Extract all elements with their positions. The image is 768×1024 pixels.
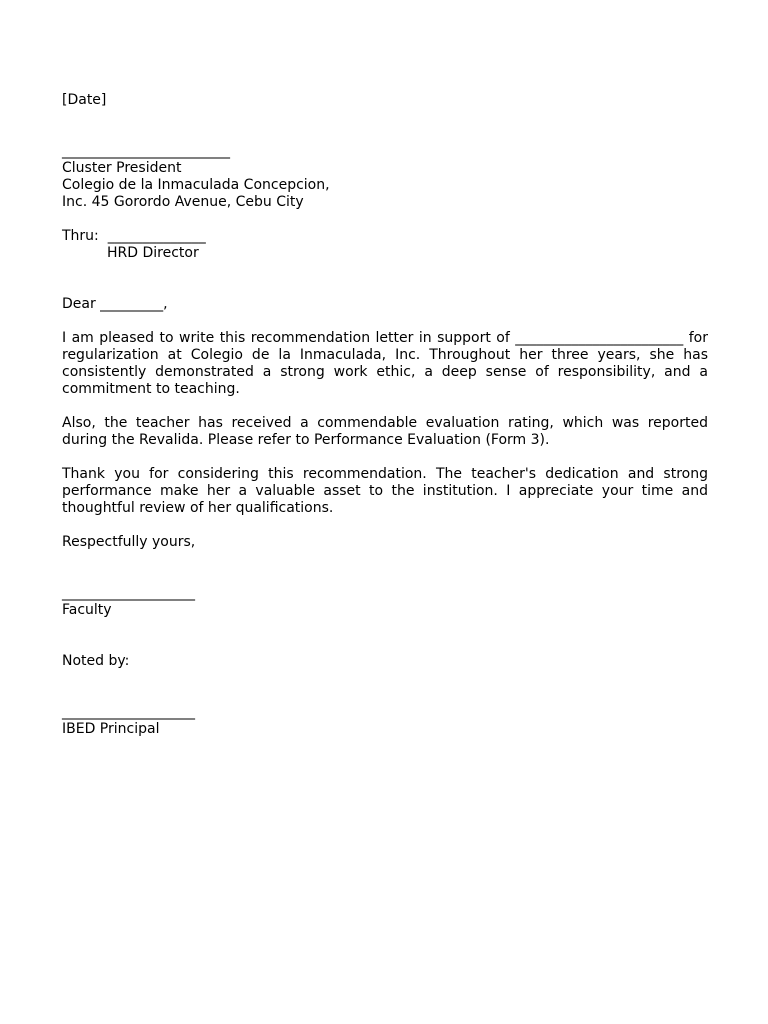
noted-signature-blank: ___________________ bbox=[62, 704, 195, 720]
closing: Respectfully yours, bbox=[62, 534, 196, 550]
recipient-organization: Colegio de la Inmaculada Concepcion, bbox=[62, 177, 330, 193]
spacer bbox=[62, 670, 708, 704]
paragraph-evaluation: Also, the teacher has received a commendable evaluation rating, which was reported during the Revalida. Please refer to Performance Evaluation (Form 3). bbox=[62, 415, 708, 448]
noted-by-label: Noted by: bbox=[62, 653, 130, 669]
spacer bbox=[62, 211, 708, 228]
spacer bbox=[62, 517, 708, 534]
noted-signature-title: IBED Principal bbox=[62, 721, 160, 737]
salutation: Dear _________, bbox=[62, 296, 168, 312]
thru-label: Thru: bbox=[62, 228, 99, 244]
spacer bbox=[62, 398, 708, 415]
letter-body bbox=[62, 92, 708, 738]
date-line: [Date] bbox=[62, 92, 107, 108]
spacer bbox=[62, 619, 708, 653]
paragraph-thanks: Thank you for considering this recommendation. The teacher's dedication and strong performance make her a valuable asset to the institution. I appreciate your time and thoughtful review of her qualifications. bbox=[62, 466, 708, 516]
spacer bbox=[62, 313, 708, 330]
spacer bbox=[62, 551, 708, 585]
recipient-name-blank: ________________________ bbox=[62, 143, 230, 159]
recipient-address: Inc. 45 Gorordo Avenue, Cebu City bbox=[62, 194, 304, 210]
spacer bbox=[62, 449, 708, 466]
paragraph-recommendation: I am pleased to write this recommendation letter in support of ________________________ for regularization at Colegio de la Inmaculada, Inc. Throughout her three years, she has consistently demonstrated a strong work ethic, a deep sense of responsibility, and a commitment to teaching. bbox=[62, 330, 708, 397]
spacer bbox=[62, 109, 708, 143]
thru-blank: ______________ bbox=[107, 228, 206, 244]
spacer bbox=[62, 262, 708, 296]
recipient-title: Cluster President bbox=[62, 160, 182, 176]
signature-blank: ___________________ bbox=[62, 585, 195, 601]
thru-row bbox=[62, 228, 708, 245]
signature-title: Faculty bbox=[62, 602, 112, 618]
thru-title: HRD Director bbox=[107, 245, 199, 261]
